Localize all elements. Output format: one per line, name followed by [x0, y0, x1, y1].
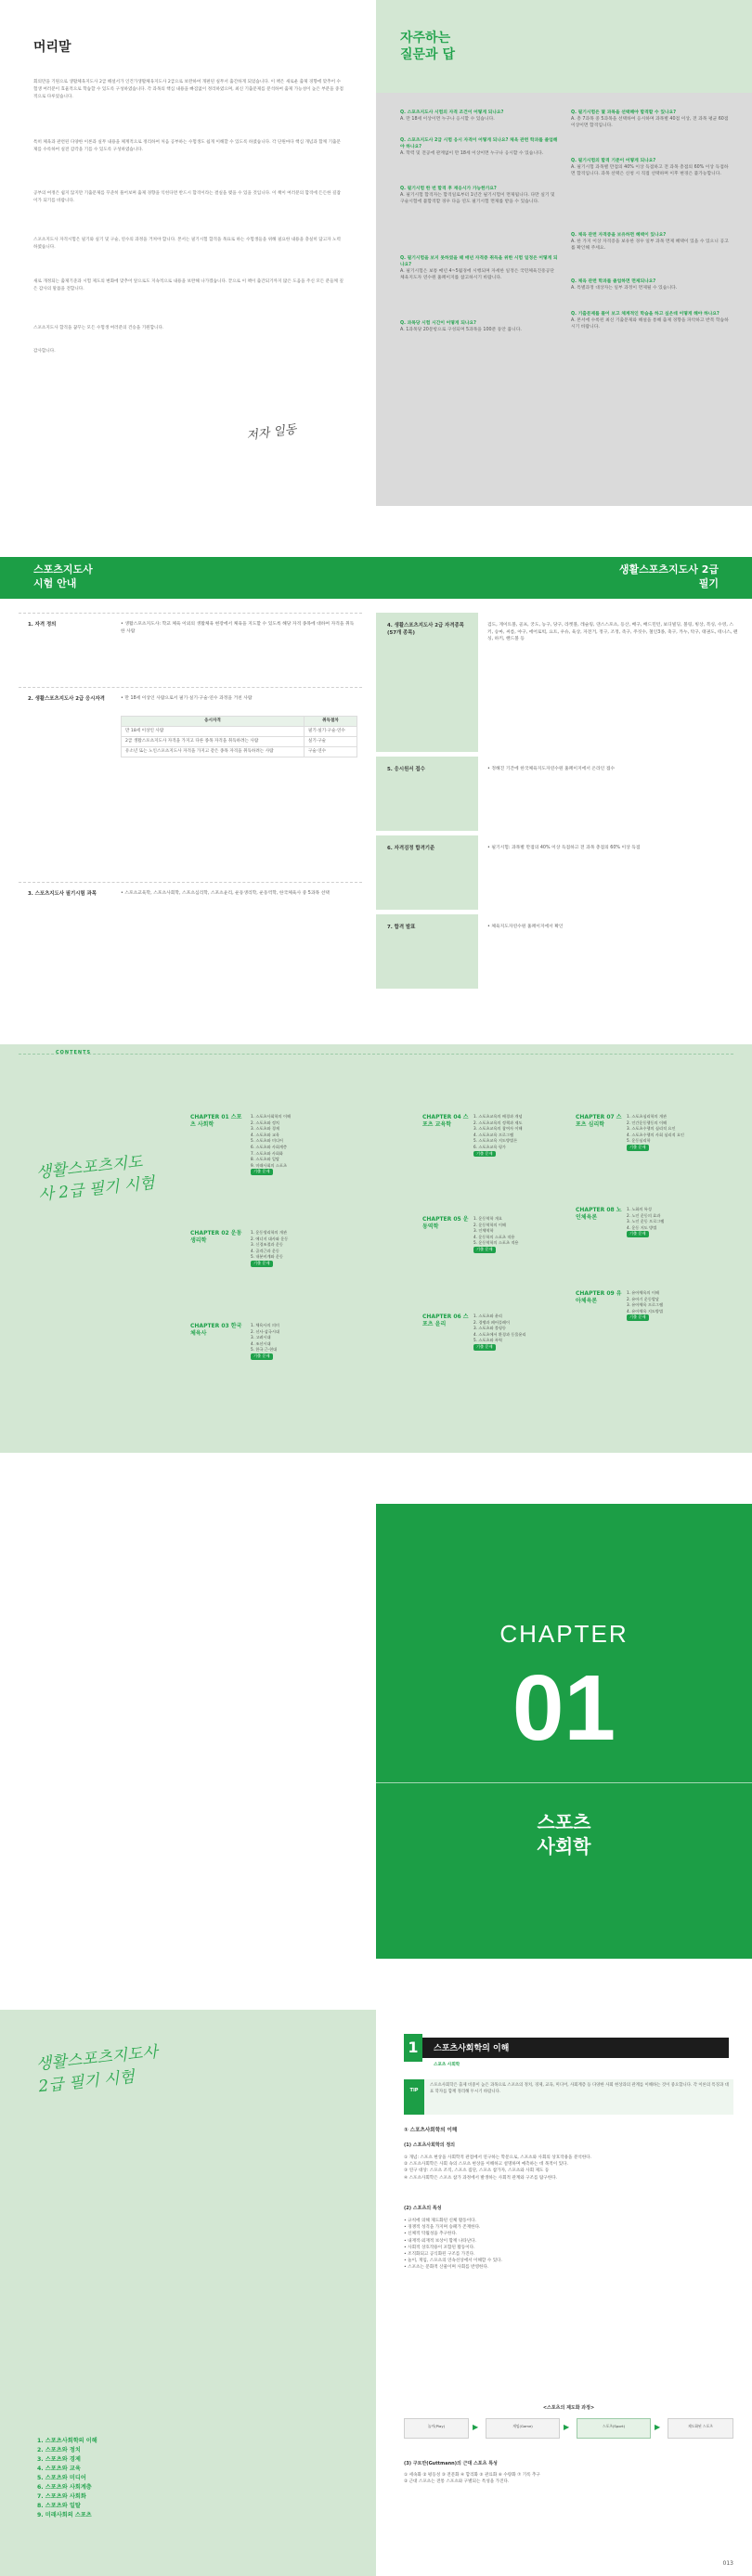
preface-title: 머리말	[33, 40, 71, 55]
contents-heading: CONTENTS	[56, 1050, 92, 1055]
preface-paragraph: 특히 체육과 관련된 다양한 이론과 실무 내용을 체계적으로 정리하여 처음 공부하는 수험생도 쉽게 이해할 수 있도록 하였습니다. 각 단원마다 핵심 개념과 함께 기출문제를 수록하여 실전 감각을 기를 수 있도록 구성하였습니다.	[33, 140, 341, 152]
toc-list[interactable]: 1. 운동역학 개요 2. 운동역학의 이해 3. 인체역학 4. 운동학의 스포츠 적용 5. 운동역학의 스포츠 적용 기출 문제	[473, 1216, 519, 1251]
arrow-right-icon: ▶	[655, 2423, 661, 2431]
list-item: • 놀이, 게임, 스포츠의 연속선상에서 이해할 수 있다.	[404, 2259, 503, 2264]
page-number: 013	[722, 2560, 733, 2567]
subheading: (2) 스포츠의 특성	[404, 2206, 442, 2211]
preface-page	[0, 0, 376, 506]
handwritten-title: 생활스포츠지도사 2급 필기 시험	[35, 1152, 156, 1205]
chapter-label: CHAPTER 05 운동역학	[422, 1216, 469, 1230]
tag-badge: 기출 문제	[473, 1151, 496, 1158]
subheading: (3) 구트만(Guttmann)의 근대 스포츠 특성	[404, 2461, 498, 2466]
chapter-label: CHAPTER 06 스포츠 윤리	[422, 1314, 469, 1327]
toc-list[interactable]: 1. 노화의 특성 2. 노인 운동의 효과 3. 노인 운동 프로그램 4. 운동 지도 방법 기출 문제	[627, 1207, 665, 1236]
faq-item: Q. 필기시험은 몇 과목을 선택해야 합격할 수 있나요? A. 총 7과목 중 5과목을 선택하여 응시하며 과목별 40점 이상, 전 과목 평균 60점 이상이면 합격입니다.	[571, 110, 729, 128]
body-text: ① 세속화 ② 평등성 ③ 전문화 ④ 합리화 ⑤ 관료화 ⑥ 수량화 ⑦ 기록 추구 ② 근대 스포츠는 전통 스포츠와 구별되는 특성을 가진다.	[404, 2473, 540, 2485]
chapter-label: CHAPTER 01 스포츠 사회학	[190, 1114, 242, 1128]
table-row: 만 18세 이상인 사람 필기·실기·구술·연수	[122, 727, 357, 737]
chapter-outline	[37, 2437, 97, 2520]
preface-faq-spread	[0, 0, 752, 506]
chapter-cover	[376, 1504, 752, 1959]
faq-header	[376, 0, 752, 93]
divider	[376, 1782, 752, 1783]
faq-item: Q. 체육 관련 학과를 졸업하면 면제되나요? A. 특별과정 대상자는 일부 과정이 면제될 수 있습니다.	[571, 279, 678, 291]
guide-row: 5. 응시원서 접수 • 정해진 기간에 한국체육지도자연수원 홈페이지에서 온라인 접수	[376, 757, 752, 831]
list-item[interactable]: 9. 미래사회의 스포츠	[37, 2512, 92, 2518]
preface-paragraph: 스포츠지도사 자격시험은 필기와 실기 및 구술, 연수의 과정을 거쳐야 합니다. 본서는 필기시험 합격을 목표로 하는 수험생들을 위해 필요한 내용을 충실히 담고자 노력하였습니다.	[33, 238, 341, 250]
arrow-right-icon: ▶	[473, 2423, 479, 2431]
chapter-cover-spread	[0, 1504, 752, 1959]
contents-spread	[0, 1044, 752, 1453]
guide-title-right: 생활스포츠지도사 2급 필기	[618, 563, 719, 589]
toc-list[interactable]: 1. 스포츠사회학의 이해 2. 스포츠와 정치 3. 스포츠와 경제 4. 스포츠와 교육 5. 스포츠와 미디어 6. 스포츠와 사회계층 7. 스포츠와 사회화 8. 스포츠와 일탈 9. 미래사회의 스포츠 기출 문제	[251, 1114, 292, 1174]
chapter-label: CHAPTER 08 노인체육론	[576, 1207, 622, 1221]
divider	[19, 1054, 733, 1055]
tag-badge: 기출 문제	[251, 1261, 273, 1267]
faq-title: 자주하는 질문과 답	[400, 31, 455, 62]
guide-row: 6. 자격검정 합격기준 • 필기시험: 과목별 만점의 40% 이상 득점하고 전 과목 총점의 60% 이상 득점	[376, 835, 752, 910]
faq-page	[376, 0, 752, 506]
flow-box: 게임(Game)	[486, 2418, 560, 2439]
tag-badge: 기출 문제	[627, 1145, 649, 1151]
subheading: (1) 스포츠사회학의 정의	[404, 2142, 456, 2148]
guide-right-column	[376, 599, 752, 1044]
list-item[interactable]: 8. 스포츠와 일탈	[37, 2503, 81, 2509]
bullet-list	[404, 2218, 733, 2272]
heading: ① 스포츠사회학의 이해	[404, 2128, 458, 2133]
signature: 저자 일동	[245, 422, 298, 444]
lesson-sidebar-page	[0, 2010, 376, 2576]
blank-page	[0, 1504, 376, 1959]
faq-item: Q. 필기시험 한 번 합격 후 재응시가 가능한가요? A. 필기시험 합격자는 합격일로부터 1년간 필기시험이 면제됩니다. 다만 실기 및 구술시험에 불합격할 경우 다음 연도 필기시험 면제를 받을 수 있습니다.	[400, 187, 555, 204]
list-item[interactable]: 5. 스포츠와 미디어	[37, 2475, 86, 2481]
preface-paragraph: 감사합니다.	[33, 349, 56, 354]
diagram-caption: <스포츠의 제도화 과정>	[542, 2405, 595, 2411]
tag-badge: 기출 문제	[627, 1314, 649, 1321]
tip-badge: TIP	[404, 2079, 424, 2115]
list-item: • 사회적 상호작용이 포함된 활동이다.	[404, 2245, 475, 2250]
flow-box: 놀이(Play)	[404, 2418, 469, 2439]
eligibility-table: 응시자격 취득절차 만 18세 이상인 사람 필기·실기·구술·연수 2급 생활스포츠지도사 자격을 가지고 다른 종목 자격을 취득하려는 사람 실기·구술 유소년 또는 노인스포츠지도사 자격을 가지고 같은 종목 자격을 취득하려는 사람 구술·연수	[121, 716, 357, 757]
section-number: 1	[404, 2034, 422, 2062]
list-item[interactable]: 4. 스포츠와 교육	[37, 2466, 81, 2472]
table-row: 유소년 또는 노인스포츠지도사 자격을 가지고 같은 종목 자격을 취득하려는 사람 구술·연수	[122, 747, 357, 757]
lesson-page	[376, 2010, 752, 2576]
section-subtitle: 스포츠 사회학	[434, 2063, 460, 2067]
guide-row: 1. 자격 정의 • 생활스포츠지도사: 학교 체육 이외의 생활체육 현장에서 체육을 지도할 수 있도록 해당 자격 종목에 대하여 자격을 취득한 사람	[19, 613, 362, 687]
chapter-word: CHAPTER	[499, 1620, 629, 1648]
list-item: • 조직화되고 공식화된 구조를 가진다.	[404, 2252, 475, 2258]
tip-box	[404, 2079, 733, 2115]
toc-list[interactable]: 1. 스포츠교육의 배경과 개념 2. 스포츠교육의 정책과 제도 3. 스포츠교육의 참여자 이해 4. 스포츠교육 프로그램 5. 스포츠교육 지도방법론 6. 스포츠교육 평가 기출 문제	[473, 1114, 523, 1156]
chapter-label: CHAPTER 04 스포츠 교육학	[422, 1114, 469, 1128]
tip-text: 스포츠사회학은 출제 비중이 높은 과목으로 스포츠의 정치, 경제, 교육, 미디어, 사회계층 등 다양한 사회 현상과의 관계를 이해하는 것이 중요합니다. 각 이론의 특징과 대표 학자를 함께 정리해 두시기 바랍니다.	[430, 2083, 729, 2094]
guide-row: 7. 합격 발표 • 체육지도자연수원 홈페이지에서 확인	[376, 914, 752, 989]
exam-guide-spread	[0, 557, 752, 1044]
toc-list[interactable]: 1. 유아체육의 이해 2. 유아기 운동발달 3. 유아체육 프로그램 4. 유아체육 지도방법 기출 문제	[627, 1290, 664, 1320]
preface-paragraph: 새로 개정되는 출제기준과 시험 제도의 변화에 맞추어 앞으로도 지속적으로 내용을 보완해 나가겠습니다. 끝으로 이 책이 출간되기까지 많은 도움을 주신 모든 분들께 깊은 감사의 말씀을 전합니다.	[33, 279, 344, 291]
guide-row: 4. 생활스포츠지도사 2급 자격종목 (57개 종목) 검도, 게이트볼, 골프, 궁도, 농구, 당구, 라켓볼, 레슬링, 댄스스포츠, 등산, 배구, 배드민턴, 보디빌딩, 볼링, 빙상, 복싱, 수영, 스키, 승마, 씨름, 야구, 에어로빅, 요트, 우슈, 육상, 자전거, 정구, 조정, 족구, 주짓수, 철인3종, 축구, 카누, 탁구, 태권도, 테니스, 펜싱, 하키, 핸드볼 등	[376, 613, 752, 752]
section-header	[408, 2038, 729, 2067]
chapter-title: 스포츠 사회학	[537, 1811, 591, 1858]
guide-title-left: 스포츠지도사 시험 안내	[33, 563, 93, 589]
tag-badge: 기출 문제	[473, 1344, 496, 1351]
faq-item: Q. 필기시험을 보지 못하였을 때 매년 자격증 취득을 위한 시험 일정은 어떻게 되나요? A. 필기시험은 보통 매년 4~5월경에 시행되며 자세한 일정은 국민체육진흥공단 체육지도자 연수원 홈페이지를 참고하시기 바랍니다.	[400, 256, 558, 280]
tag-badge: 기출 문제	[251, 1353, 273, 1360]
faq-item: Q. 체육 관련 자격증을 보유하면 혜택이 있나요? A. 한 가지 이상 자격증을 보유한 경우 일부 과목 면제 혜택이 있을 수 있으니 공고를 확인해 주세요.	[571, 233, 729, 251]
arrow-right-icon: ▶	[564, 2423, 570, 2431]
list-item[interactable]: 3. 스포츠와 경제	[37, 2456, 81, 2463]
guide-banner	[0, 557, 752, 599]
list-item[interactable]: 6. 스포츠와 사회계층	[37, 2484, 92, 2491]
list-item: • 스포츠는 문화적 산물이며 사회를 반영한다.	[404, 2265, 489, 2271]
list-item[interactable]: 7. 스포츠와 사회화	[37, 2493, 86, 2500]
preface-paragraph: 스포츠지도사 합격을 꿈꾸는 모든 수험생 여러분의 건승을 기원합니다.	[33, 326, 164, 330]
tag-badge: 기출 문제	[627, 1231, 649, 1237]
list-item: • 신체적 탁월성을 추구한다.	[404, 2232, 458, 2237]
process-diagram	[404, 2404, 733, 2446]
handwritten-title: 생활스포츠지도사 2급 필기 시험	[35, 2042, 159, 2097]
toc-list[interactable]: 1. 체육사의 의미 2. 선사·삼국시대 3. 고려시대 4. 조선시대 5. 한국 근·현대 기출 문제	[251, 1323, 279, 1358]
toc-list[interactable]: 1. 스포츠와 윤리 2. 경쟁과 페어플레이 3. 스포츠와 불평등 4. 스포츠에서 환경과 동물윤리 5. 스포츠와 폭력 기출 문제	[473, 1314, 526, 1349]
toc-list[interactable]: 1. 스포츠심리학의 개관 2. 인간운동행동의 이해 3. 스포츠수행의 심리적 요인 4. 스포츠수행의 사회 심리적 요인 5. 운동심리학 기출 문제	[627, 1114, 684, 1149]
faq-item: Q. 과목당 시험 시간이 어떻게 되나요? A. 1과목당 20문항으로 구성되며 5과목을 100분 동안 풉니다.	[400, 321, 522, 332]
preface-paragraph: 공부의 여정은 쉽지 않지만 기출문제를 꾸준히 풀어보며 출제 경향을 익힌다면 반드시 합격이라는 결실을 맺을 수 있을 것입니다. 이 책이 여러분의 합격에 든든한 길잡이가 되기를 바랍니다.	[33, 191, 341, 203]
guide-row: 2. 생활스포츠지도사 2급 응시자격 • 만 18세 이상인 사람으로서 필기·실기·구술·연수 과정을 거친 사람 응시자격 취득절차 만 18세 이상인 사람 필기·실기·구술·연수 2급 생활스포츠지도사 자격을 가지고 다른 종목 자격을 취득하려는 사람 실기·구술 유소년 또는 노인스포츠지도사 자격을 가지고 같은 종목 자격을 취득하려는 사람 구술·연수	[19, 687, 362, 882]
faq-item: Q. 기출문제를 풀어 보고 체계적인 학습을 하고 싶은데 어떻게 해야 하나요? A. 본서에 수록된 최신 기출문제와 해설을 통해 출제 경향을 파악하고 반복 학습하시기 바랍니다.	[571, 312, 729, 330]
guide-row: 3. 스포츠지도사 필기시험 과목 • 스포츠교육학, 스포츠사회학, 스포츠심리학, 스포츠윤리, 운동생리학, 운동역학, 한국체육사 중 5과목 선택	[19, 882, 362, 975]
tag-badge: 기출 문제	[473, 1247, 496, 1253]
body-text: ① 개념: 스포츠 현상을 사회학적 관점에서 연구하는 학문으로, 스포츠와 사회의 상호작용을 분석한다. ② 스포츠사회학은 사회 속의 스포츠 현상을 이해하고 설명하며 예측하는 데 목적이 있다. ③ 연구 대상: 스포츠 조직, 스포츠 집단, 스포츠 참가자, 스포츠와 사회 제도 등 ④ 스포츠사회학은 스포츠 참가 과정에서 발생하는 사회적 관계와 구조를 탐구한다.	[404, 2155, 592, 2181]
lesson-spread	[0, 2010, 752, 2576]
list-item[interactable]: 2. 스포츠와 정치	[37, 2447, 81, 2453]
list-item: • 내재적·외재적 보상이 함께 나타난다.	[404, 2238, 477, 2244]
flow-box: 제도화된 스포츠	[668, 2418, 733, 2439]
tag-badge: 기출 문제	[251, 1169, 273, 1175]
section-title: 스포츠사회학의 이해	[434, 2044, 510, 2053]
chapter-number: 01	[512, 1656, 616, 1760]
faq-item: Q. 필기시험의 합격 기준이 어떻게 되나요? A. 필기시험 과목별 만점의 40% 이상 득점하고 전 과목 총점의 60% 이상 득점하면 합격입니다. 과목 선택은 신청 시 직접 선택하며 이후 변경은 불가능합니다.	[571, 159, 729, 176]
faq-item: Q. 스포츠지도사 2급 시험 응시 자격이 어떻게 되나요? 체육 관련 학과를 졸업해야 하나요? A. 학력 및 전공에 관계없이 만 18세 이상이면 누구나 응시할 수 있습니다.	[400, 138, 558, 156]
list-item[interactable]: 1. 스포츠사회학의 이해	[37, 2438, 97, 2444]
toc-list[interactable]: 1. 운동생리학의 개관 2. 에너지 대사와 운동 3. 신경조절과 운동 4. 골격근과 운동 5. 내분비계와 운동 기출 문제	[251, 1230, 289, 1265]
list-item: • 경쟁적 성격을 가지며 승패가 존재한다.	[404, 2225, 481, 2231]
list-item: • 규칙에 의해 제도화된 신체 활동이다.	[404, 2219, 477, 2223]
faq-item: Q. 스포츠지도사 시험의 자격 조건이 어떻게 되나요? A. 만 18세 이상이면 누구나 응시할 수 있습니다.	[400, 110, 504, 122]
chapter-label: CHAPTER 07 스포츠 심리학	[576, 1114, 622, 1128]
preface-paragraph: 회의만을 기원으로 생활체육지도사 2급 해설서가 인건가생활체육지도사 2급으로 보완하여 개편된 실무서 출간하게 되었습니다. 이 책은 새로운 출제 경향에 맞추어 수험생 여러분이 효율적으로 학습할 수 있도록 구성하였습니다. 각 과목의 핵심 내용을 빠짐없이 정리하였으며, 최신 기출문제를 분석하여 출제 가능성이 높은 부분을 중점적으로 다루었습니다.	[33, 80, 344, 99]
chapter-label: CHAPTER 03 한국체육사	[190, 1323, 242, 1337]
flow-box: 스포츠(Sport)	[577, 2418, 651, 2439]
chapter-label: CHAPTER 02 운동생리학	[190, 1230, 242, 1244]
table-row: 2급 생활스포츠지도사 자격을 가지고 다른 종목 자격을 취득하려는 사람 실기·구술	[122, 737, 357, 747]
chapter-label: CHAPTER 09 유아체육론	[576, 1290, 622, 1304]
guide-left-column	[19, 613, 381, 1030]
